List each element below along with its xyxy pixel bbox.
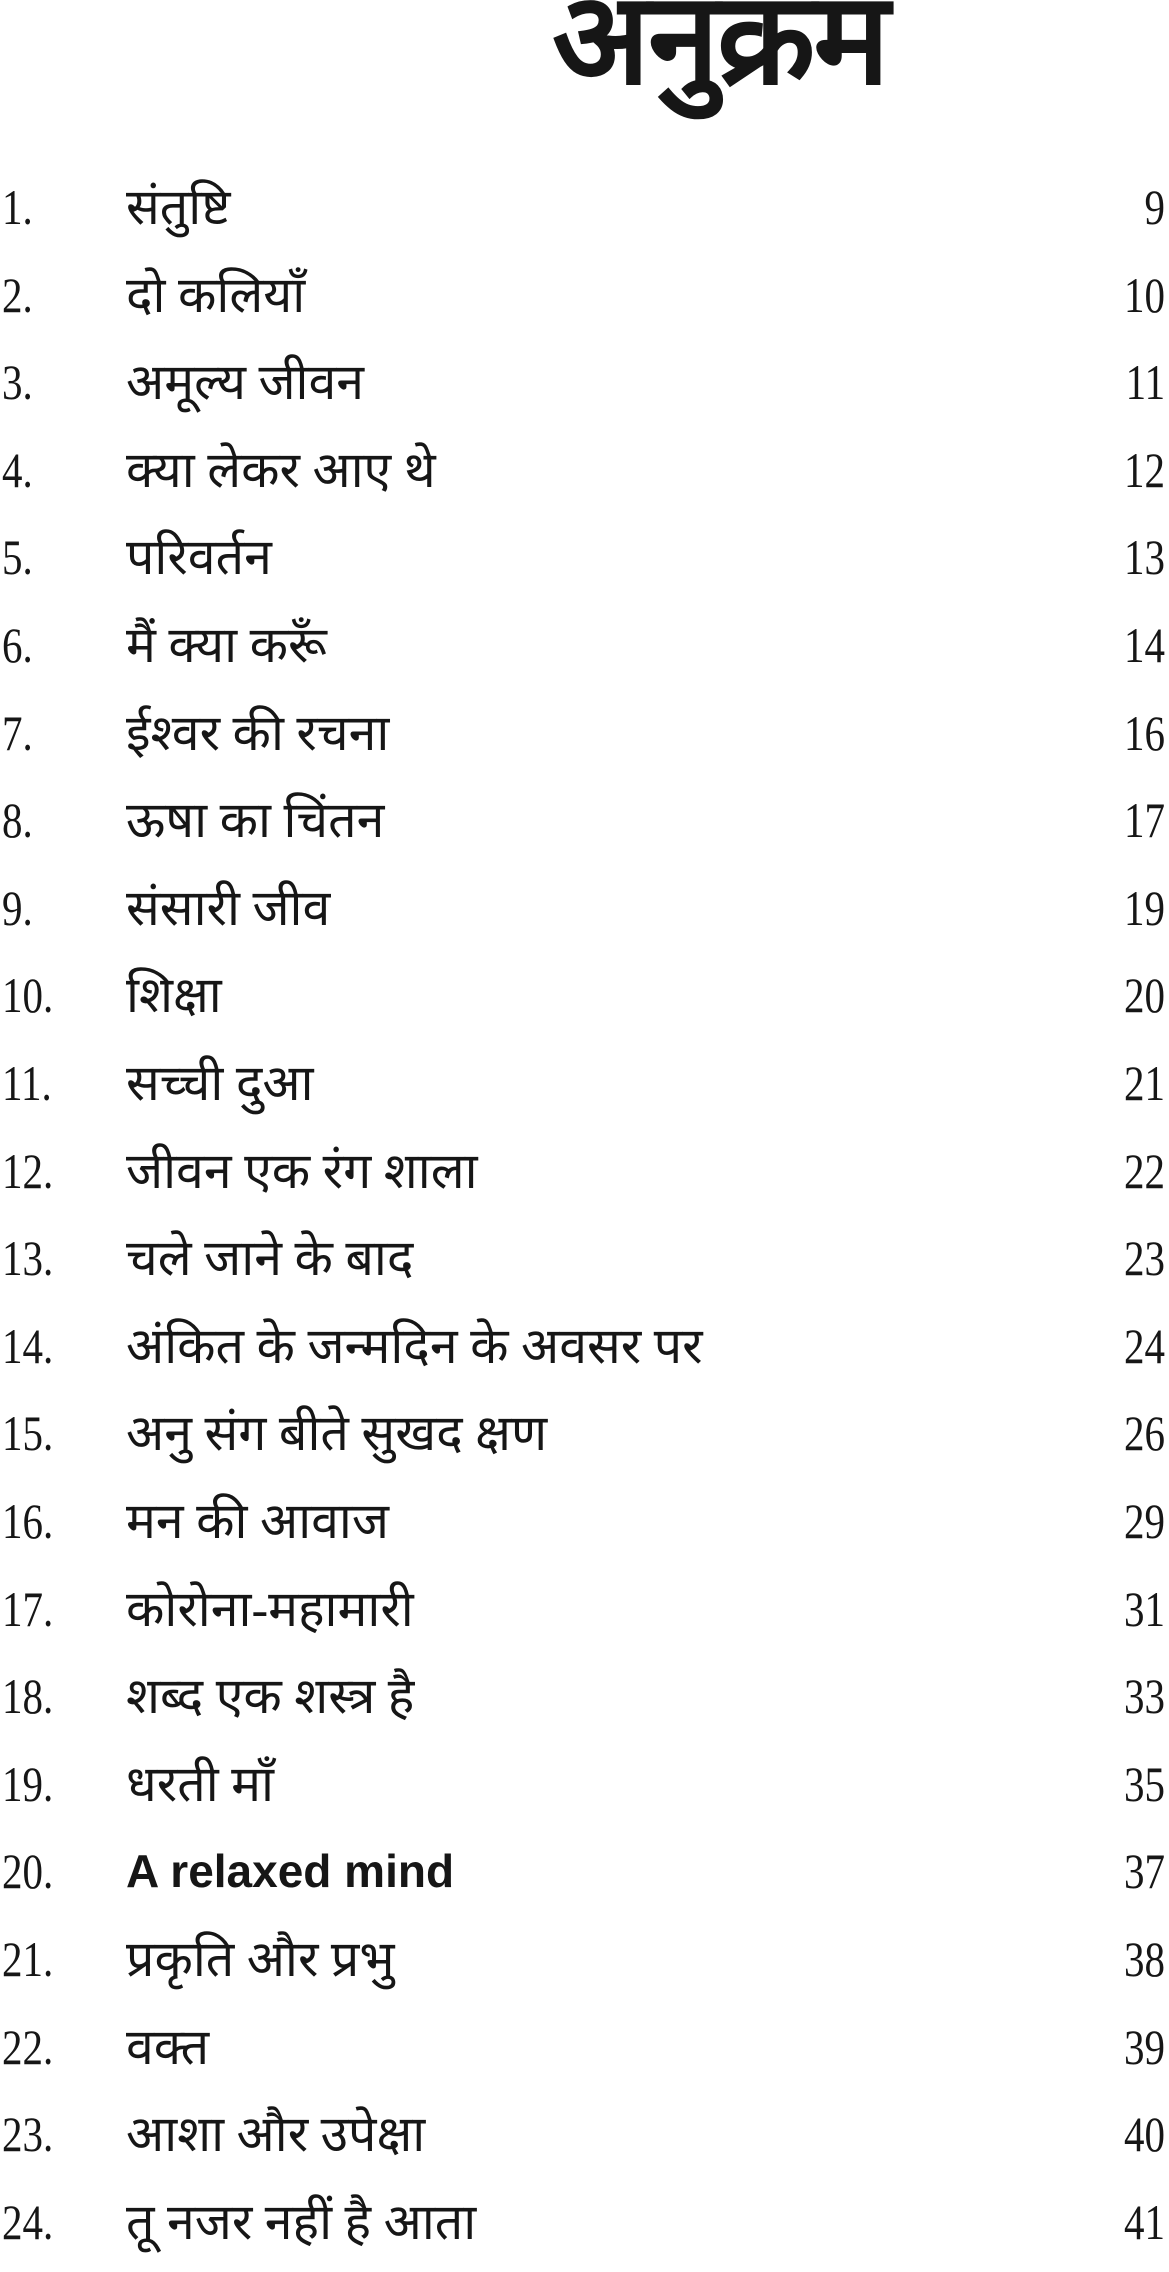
entry-number: 16. — [2, 1493, 54, 1549]
toc-entry — [0, 1919, 1169, 1999]
toc-entry — [0, 430, 1169, 510]
entry-page-number: 10 — [1124, 266, 1165, 323]
entry-page-number: 9 — [1144, 179, 1165, 235]
entry-page-number: 20 — [1124, 967, 1165, 1024]
entry-number: 4. — [2, 441, 33, 498]
toc-entry — [0, 2182, 1169, 2262]
entry-page-number: 16 — [1124, 704, 1165, 761]
entry-number: 20. — [2, 1843, 54, 1900]
entry-number: 22. — [2, 2018, 54, 2075]
toc-entry — [0, 955, 1169, 1035]
entry-number: 10. — [2, 967, 54, 1024]
toc-entry — [0, 780, 1169, 860]
entry-number: 12. — [2, 1142, 54, 1199]
entry-title: संतुष्टि — [126, 179, 231, 235]
entry-title: शब्द एक शस्त्र है — [126, 1668, 415, 1725]
entry-number: 9. — [2, 879, 33, 936]
entry-page-number: 37 — [1124, 1843, 1165, 1900]
entry-page-number: 31 — [1124, 1580, 1165, 1637]
entry-title: वक्त — [126, 2018, 210, 2075]
entry-number: 6. — [2, 617, 33, 673]
toc-entry — [0, 1218, 1169, 1298]
entry-page-number: 17 — [1124, 792, 1165, 849]
entry-number: 5. — [2, 529, 33, 586]
entry-title: आशा और उपेक्षा — [126, 2106, 426, 2163]
entry-number: 19. — [2, 1755, 54, 1812]
entry-title: प्रकृति और प्रभु — [126, 1931, 395, 1987]
entry-number: 14. — [2, 1317, 54, 1374]
entry-title: जीवन एक रंग शाला — [126, 1142, 478, 1199]
entry-title: कोरोना-महामारी — [126, 1580, 414, 1637]
entry-page-number: 14 — [1124, 617, 1165, 673]
entry-title: धरती माँ — [126, 1755, 274, 1812]
entry-number: 1. — [2, 179, 33, 235]
entry-title: अमूल्य जीवन — [126, 354, 365, 411]
entry-page-number: 13 — [1124, 529, 1165, 586]
entry-number: 11. — [2, 1055, 52, 1111]
entry-title: क्या लेकर आए थे — [126, 441, 436, 498]
toc-entry — [0, 167, 1169, 247]
toc-entry — [0, 1043, 1169, 1123]
entry-title: संसारी जीव — [126, 879, 331, 936]
entry-page-number: 11 — [1125, 354, 1165, 411]
toc-entry — [0, 517, 1169, 597]
entry-title: सच्ची दुआ — [126, 1055, 314, 1111]
entry-title: चले जाने के बाद — [126, 1230, 414, 1287]
entry-page-number: 38 — [1124, 1931, 1165, 1987]
toc-entry — [0, 1481, 1169, 1561]
toc-entry — [0, 2007, 1169, 2087]
entry-title: दो कलियाँ — [126, 266, 306, 323]
toc-entry — [0, 1393, 1169, 1473]
toc-entry — [0, 1831, 1169, 1911]
entry-page-number: 35 — [1124, 1755, 1165, 1812]
toc-entry — [0, 1744, 1169, 1824]
entry-title: A relaxed mind — [126, 1845, 455, 1898]
entry-page-number: 33 — [1124, 1668, 1165, 1725]
toc-entry — [0, 2094, 1169, 2174]
entry-title: अंकित के जन्मदिन के अवसर पर — [126, 1317, 703, 1374]
entry-title: तू नजर नहीं है आता — [126, 2193, 477, 2250]
entry-number: 13. — [2, 1230, 54, 1287]
entry-page-number: 23 — [1124, 1230, 1165, 1287]
entry-page-number: 21 — [1124, 1055, 1165, 1111]
entry-page-number: 40 — [1124, 2106, 1165, 2163]
entry-number: 24. — [2, 2193, 54, 2250]
toc-entry — [0, 342, 1169, 422]
entry-number: 18. — [2, 1668, 54, 1725]
entry-page-number: 26 — [1124, 1405, 1165, 1462]
entry-page-number: 39 — [1124, 2018, 1165, 2075]
entry-number: 15. — [2, 1405, 54, 1462]
toc-entry — [0, 1306, 1169, 1386]
entry-number: 2. — [2, 266, 33, 323]
toc-entry — [0, 693, 1169, 773]
entry-title: मन की आवाज — [126, 1493, 389, 1549]
entry-page-number: 29 — [1124, 1493, 1165, 1549]
toc-entry — [0, 1656, 1169, 1736]
entry-title: अनु संग बीते सुखद क्षण — [126, 1405, 548, 1462]
toc-entry — [0, 255, 1169, 335]
entry-page-number: 41 — [1124, 2193, 1165, 2250]
entry-number: 3. — [2, 354, 33, 411]
entry-page-number: 22 — [1124, 1142, 1165, 1199]
toc-entry — [0, 1569, 1169, 1649]
entry-number: 23. — [2, 2106, 54, 2163]
entry-page-number: 19 — [1124, 879, 1165, 936]
entry-title: मैं क्या करूँ — [126, 617, 327, 673]
entry-title: परिवर्तन — [126, 529, 272, 586]
entry-number: 21. — [2, 1931, 54, 1987]
entry-title: ईश्वर की रचना — [126, 704, 390, 761]
entry-title: शिक्षा — [126, 967, 222, 1024]
entry-page-number: 12 — [1124, 441, 1165, 498]
entry-title: ऊषा का चिंतन — [126, 792, 385, 849]
entry-page-number: 24 — [1124, 1317, 1165, 1374]
page-title: अनुक्रम — [552, 0, 888, 111]
toc-entry — [0, 605, 1169, 685]
entry-number: 8. — [2, 792, 33, 849]
toc-entry — [0, 1131, 1169, 1211]
entry-number: 7. — [2, 704, 33, 761]
entry-number: 17. — [2, 1580, 54, 1637]
toc-entry — [0, 868, 1169, 948]
